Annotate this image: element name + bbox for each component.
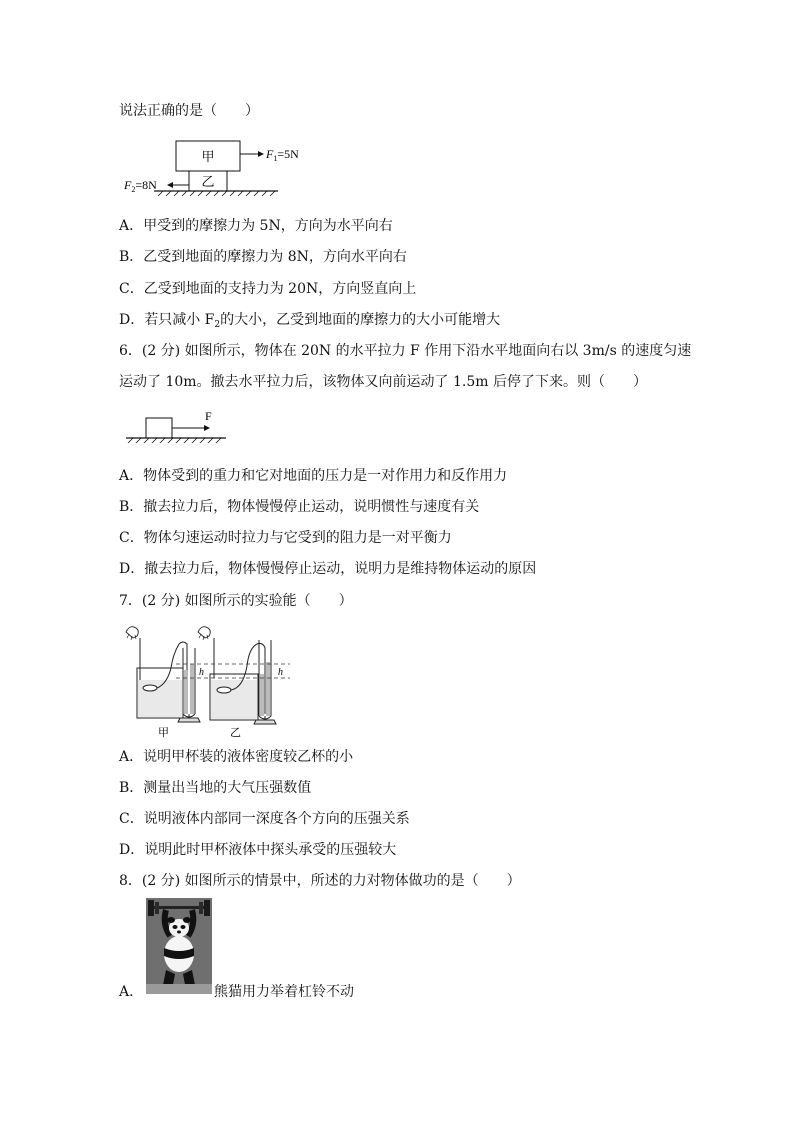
panda-weightlifting-image	[146, 898, 212, 994]
q6-option-c: C．物体匀速运动时拉力与它受到的阻力是一对平衡力	[119, 530, 452, 546]
q5-option-b: B．乙受到地面的摩擦力为 8N，方向水平向右	[119, 249, 407, 265]
block-yi-label: 乙	[201, 175, 215, 190]
f1-label: F	[266, 147, 274, 161]
q6-option-b: B．撤去拉力后，物体慢慢停止运动，说明惯性与速度有关	[119, 499, 480, 515]
f1-arrowhead	[258, 151, 264, 157]
q6-option-a: A．物体受到的重力和它对地面的压力是一对作用力和反作用力	[119, 468, 508, 484]
label-yi: 乙	[230, 726, 241, 739]
block-jia-label: 甲	[201, 150, 215, 165]
f1-sub: 1	[273, 154, 278, 163]
q5-option-d: D．若只减小 $F_2$的大小，乙受到地面的摩擦力的大小可能增大	[119, 312, 501, 330]
q8-stem: 8．(2 分) 如图所示的情景中，所述的力对物体做功的是（ ）	[119, 873, 521, 889]
q5-figure	[118, 134, 318, 200]
f2-sub: 2	[131, 185, 136, 194]
q7-option-c: C．说明液体内部同一深度各个方向的压强关系	[119, 811, 410, 827]
f2-label: F	[124, 178, 132, 192]
q7-option-b: B．测量出当地的大气压强数值	[119, 780, 312, 796]
q8-option-a-text: 熊猫用力举着杠铃不动	[214, 984, 354, 1000]
q6-force-label: F	[205, 409, 212, 423]
q7-option-d: D．说明此时甲杯液体中探头承受的压强较大	[119, 842, 397, 858]
q6-stem-line2: 运动了 10m。撤去水平拉力后，该物体又向前运动了 1.5m 后停了下来。则（ ）	[119, 374, 647, 390]
apparatus-right	[198, 627, 276, 724]
f2-value: =8N	[135, 178, 157, 192]
q5-stem-tail: 说法正确的是（ ）	[119, 103, 259, 119]
q7-figure	[120, 618, 300, 742]
q6-arrowhead	[204, 425, 210, 431]
q6-figure	[122, 406, 232, 448]
label-jia: 甲	[158, 726, 169, 739]
q7-stem: 7．(2 分) 如图所示的实验能（ ）	[119, 593, 353, 609]
q6-block	[146, 418, 172, 438]
q7-option-a: A．说明甲杯装的液体密度较乙杯的小	[119, 749, 354, 765]
q6-ground-hatch	[128, 438, 221, 443]
ground-hatch	[158, 191, 275, 196]
q8-option-a-prefix: A．	[119, 984, 144, 1000]
h-label-left: h	[199, 667, 204, 678]
svg-text:F1=5N	[265, 147, 299, 163]
f2-arrowhead	[167, 182, 173, 188]
svg-text:F2=8N	[123, 178, 157, 194]
q5-option-c: C．乙受到地面的支持力为 20N，方向竖直向上	[119, 281, 417, 297]
f1-value: =5N	[277, 147, 299, 161]
q5-option-a: A．甲受到的摩擦力为 5N，方向为水平向右	[119, 218, 393, 234]
q6-stem-line1: 6．(2 分) 如图所示，物体在 20N 的水平拉力 F 作用下沿水平地面向右以 3m/s 的速度匀速	[119, 343, 692, 359]
apparatus-left	[126, 627, 200, 722]
q6-option-d: D．撤去拉力后，物体慢慢停止运动，说明力是维持物体运动的原因	[119, 561, 537, 577]
h-label-right: h	[278, 667, 283, 678]
